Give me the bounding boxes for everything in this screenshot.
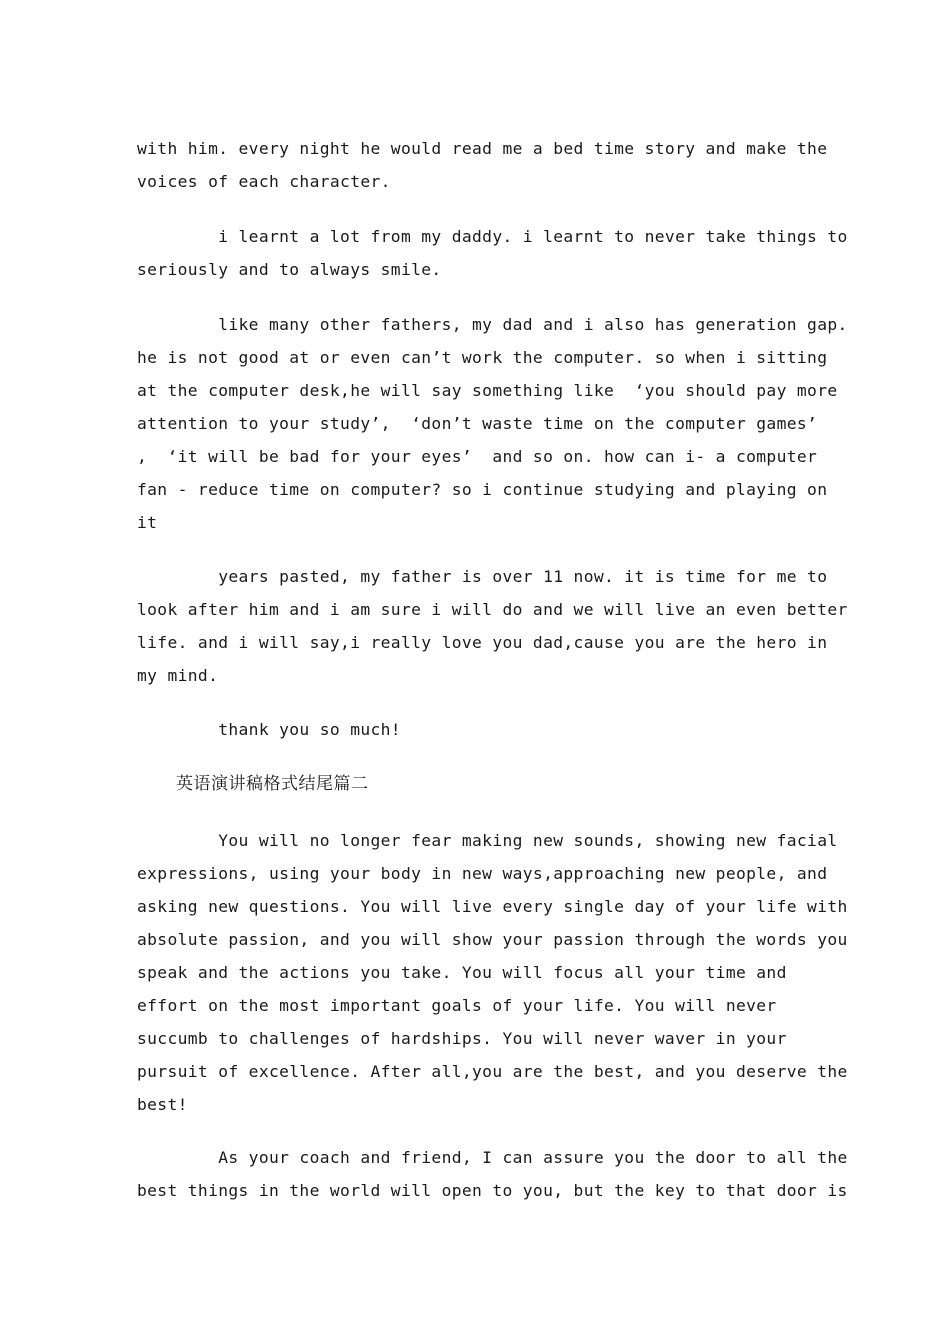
text-line: effort on the most important goals of your life. You will never <box>137 996 777 1015</box>
text-line: attention to your study’, ‘don’t waste time on the computer games’ <box>137 414 818 433</box>
text-line: voices of each character. <box>137 172 391 191</box>
paragraph-1 <box>137 132 827 198</box>
paragraph-6 <box>137 824 848 1121</box>
text-line: he is not good at or even can’t work the computer. so when i sitting <box>137 348 828 367</box>
text-line: i learnt a lot from my daddy. i learnt to never take things to <box>137 227 848 246</box>
text-line: speak and the actions you take. You will focus all your time and <box>137 963 787 982</box>
text-line: You will no longer fear making new sounds, showing new facial <box>137 831 838 850</box>
text-line: like many other fathers, my dad and i also has generation gap. <box>137 315 848 334</box>
paragraph-7 <box>137 1141 848 1207</box>
text-line: with him. every night he would read me a bed time story and make the <box>137 139 828 158</box>
text-line: at the computer desk,he will say something like ‘you should pay more <box>137 381 838 400</box>
text-line: pursuit of excellence. After all,you are the best, and you deserve the <box>137 1062 848 1081</box>
text-line: fan - reduce time on computer? so i continue studying and playing on <box>137 480 828 499</box>
paragraph-4 <box>137 560 848 692</box>
text-line: my mind. <box>137 666 219 685</box>
text-line: As your coach and friend, I can assure you the door to all the <box>137 1148 848 1167</box>
text-line: asking new questions. You will live every single day of your life with <box>137 897 848 916</box>
text-line: best! <box>137 1095 188 1114</box>
text-line: thank you so much! <box>137 720 401 739</box>
text-line: it <box>137 513 158 532</box>
text-line: look after him and i am sure i will do and we will live an even better <box>137 600 848 619</box>
paragraph-5 <box>137 713 827 746</box>
text-line: succumb to challenges of hardships. You will never waver in your <box>137 1029 787 1048</box>
text-line: best things in the world will open to you, but the key to that door is <box>137 1181 848 1200</box>
text-line: , ‘it will be bad for your eyes’ and so on. how can i- a computer <box>137 447 818 466</box>
text-line: seriously and to always smile. <box>137 260 442 279</box>
paragraph-2 <box>137 220 848 286</box>
text-line: absolute passion, and you will show your passion through the words you <box>137 930 848 949</box>
text-line: years pasted, my father is over 11 now. it is time for me to <box>137 567 828 586</box>
section-heading: 英语演讲稿格式结尾篇二 <box>176 774 369 794</box>
text-line: expressions, using your body in new ways,approaching new people, and <box>137 864 828 883</box>
paragraph-3 <box>137 308 848 539</box>
text-line: life. and i will say,i really love you dad,cause you are the hero in <box>137 633 828 652</box>
